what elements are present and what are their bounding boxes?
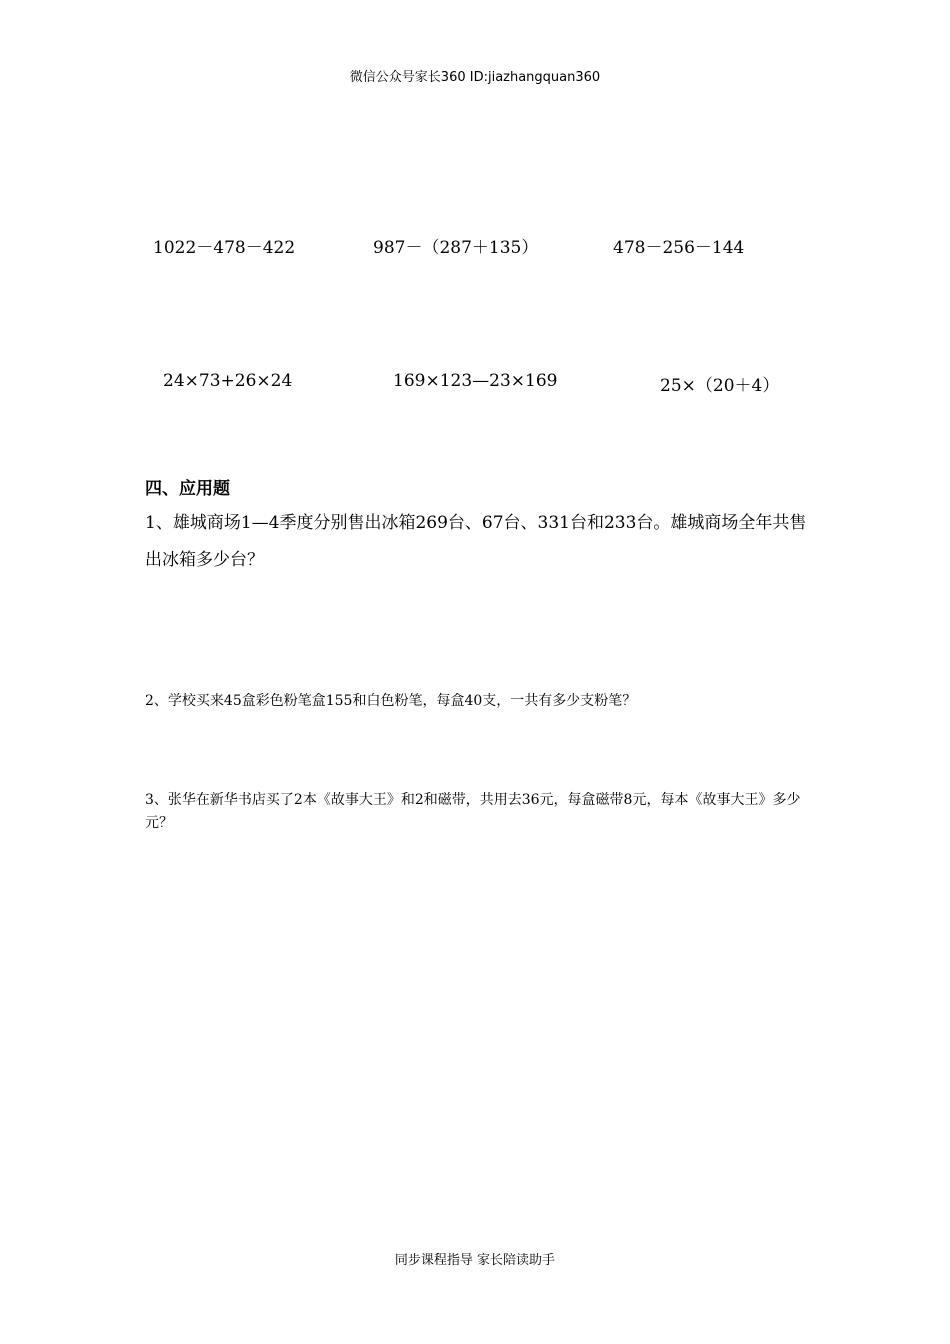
- page-footer: 同步课程指导 家长陪读助手: [394, 1253, 556, 1268]
- calc-expression-6: 25×（20＋4）: [660, 376, 780, 396]
- calc-expression-4: 24×73+26×24: [163, 371, 293, 391]
- page-header: 微信公众号家长360 ID:jiazhangquan360: [349, 70, 601, 85]
- question-3: 3、张华在新华书店买了2本《故事大王》和2和磁带，共用去36元，每盒磁带8元，每本《故事大王》多少元？: [145, 792, 801, 831]
- question-2: 2、学校买来45盒彩色粉笔盒155和白色粉笔，每盒40支，一共有多少支粉笔？: [145, 693, 637, 709]
- calc-expression-5: 169×123—23×169: [393, 371, 558, 391]
- calc-expression-2: 987－（287＋135）: [373, 238, 539, 258]
- section-title: 四、应用题: [145, 479, 230, 499]
- calc-expression-3: 478－256－144: [613, 238, 745, 258]
- calc-expression-1: 1022－478－422: [153, 238, 296, 258]
- question-1: 1、雄城商场1—4季度分别售出冰箱269台、67台、331台和233台。雄城商场全年共售出冰箱多少台？: [145, 513, 807, 570]
